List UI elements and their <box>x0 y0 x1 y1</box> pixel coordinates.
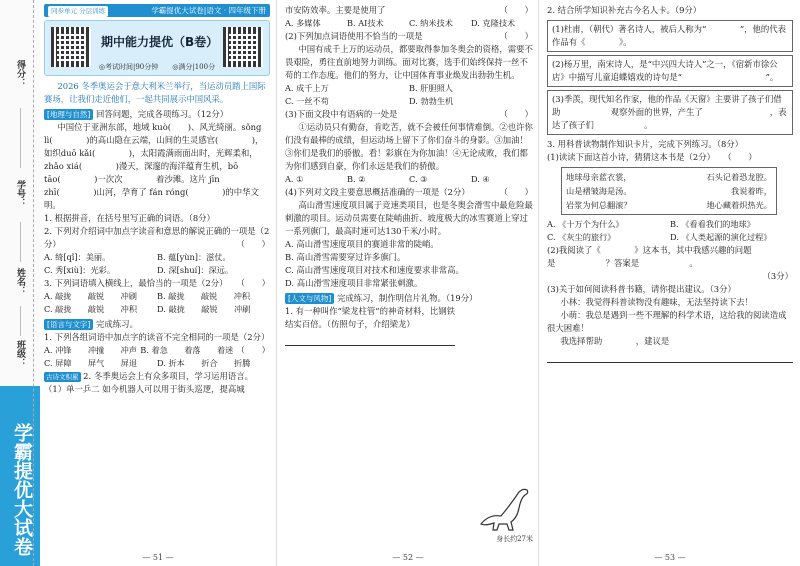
section-3-title: 完成练习，制作明信片礼物。（19分） <box>337 293 478 303</box>
question-2-3: (3)下面文段中有语病的一处是 （ ） <box>285 109 533 119</box>
qr-code-icon <box>51 27 91 67</box>
question-2-options-cd: C. 秀[xiù]：光彩。 D. 深[shuí]：深远。 <box>44 265 234 275</box>
question-5: 古诗文积累 2. 冬季奥运会上有众多项目，学习运用语言。 <box>46 371 253 381</box>
exam-banner <box>44 20 270 76</box>
question-2-2-options-ab: A. 成千上万 B. 肝胆照人 <box>285 83 453 93</box>
student-id-label: 学号： <box>15 180 25 207</box>
section-2 <box>44 318 270 331</box>
question-4-options-ab: A. 冲锋 冲撞 冲声 B. 着急 着落 着迷 <box>44 345 234 355</box>
header-series: 学霸提优大试卷|语文 · 四年级下册 <box>151 6 266 15</box>
name-label: 姓名： <box>15 268 25 295</box>
question-3: 3. 下列词语填入横线上，最恰当的一项是（2分） （ ） <box>44 278 270 288</box>
question-2-4-option-c: C. 高山滑雪速度项目对技术和速度要求非常高。 <box>285 265 464 275</box>
question-2-4-text: 高山滑雪速度项目属于竞速类项目，也是冬奥会滑雪中最危险最刺激的项目。运动员需要在陡峭曲折、坡度极大的冰雪赛道上穿过一系列旗门，最高时速可达130千米/小时。 <box>285 200 533 236</box>
help-prompt: 我选择帮助 ，建议是 <box>560 336 737 346</box>
question-2-4-option-b: B. 高山滑雪需要穿过许多旗门。 <box>285 252 406 262</box>
continued-options: A. 多媒体 B. AI技术 C. 纳米技术 D. 克隆技术 <box>285 18 516 28</box>
question-2-2: (2)下列加点词语使用不恰当的一项是 （ ） <box>285 31 533 41</box>
page-53 <box>538 0 800 566</box>
question-2-3-options: A. ① B. ② C. ③ D. ④ <box>285 174 490 184</box>
question-3-cards: 3. 用科普读物制作知识卡片，完成下列练习。（8分） <box>547 139 744 149</box>
page-51 <box>0 0 276 566</box>
question-3-2: (2)我阅读了《 》这本书，其中我感兴趣的问题是 ？答案是 。 <box>547 245 752 268</box>
question-2-4-option-d: D. 高山滑雪速度项目非常紧张刺激。 <box>285 278 423 288</box>
dinosaur-length-label: 身长约27米 <box>496 535 533 543</box>
question-2-3-text: ①运动员只有勤奋，肯吃苦，就不会被任何事情难倒。②也许你们没有最棒的成绩，但运动场上留下了你们奋斗的身影。③加油！③你们是我们的骄傲。看！彩旗在为你加油！④无论成败，我们都为你们感到自豪，你们永远是我们的骄傲。 <box>285 122 533 171</box>
poem-box: 地球母亲蓝衣裳， 石头记着恐龙腔。 山是褶皱海是汤。 我说着昨， 岩浆为何总翻滚？ 地心藏着炽热光。 <box>561 167 777 215</box>
xiaomeng-text: 小萌：我总是遇到一些不理解的科学术语，这给我的阅读造成很大困难！ <box>547 310 787 333</box>
page-51-content <box>44 4 270 396</box>
answer-line[interactable] <box>547 350 793 363</box>
question-5-badge: 古诗文积累 <box>46 373 79 381</box>
question-4-options-cd: C. 屏障 屏气 屏退 D. 折本 折合 折腾 <box>44 358 251 368</box>
question-3-options-cd: C. 敲拢 敲锐 冲积 D. 敲拢 敲锐 冲刷 <box>44 304 251 314</box>
answer-line[interactable] <box>285 333 455 346</box>
exam-meta: ◎考试时间|90分钟 ◎满分|100分 <box>98 63 216 71</box>
page-number: — 52 — <box>392 553 424 562</box>
passage: 中国位于亚洲东部，地域 kuò( )、风光绮丽。sǒng lì( )的高山隐在云端，山间的生灵感官( )，如织duō kǎi( )，太阳霞满雨面出时，光辉柔和，zhǎo xiá( )漫天，深邃的海洋蕴育生机，bō tāo( )一次次 着沙滩。这片 jīn zhī( )山河，孕育了 fán róng( )的中华文明。 <box>44 122 264 210</box>
name-card-2: (2)杨万里，南宋诗人，是“中兴四大诗人”之一，《宿新市徐公店》中描写儿童追蝶嬉戏的诗句是“ ”。 <box>547 55 793 87</box>
continued-text: 市安防效率。主要是使用了 （ ） <box>285 5 533 15</box>
page-header <box>44 4 270 17</box>
question-2-options-ab: A. 绮[qǐ]：美丽。 B. 蕴[yùn]：滋仗。 <box>44 252 231 262</box>
question-4: 1. 下列各组词语中加点字的读音不完全相同的一项是（2分） （ ） <box>44 332 270 355</box>
section-1 <box>44 108 270 121</box>
page-52 <box>276 0 539 566</box>
question-2-4-option-a: A. 高山滑雪速度项目的赛道非常的陡峭。 <box>285 239 439 249</box>
class-label: 班级： <box>15 340 25 367</box>
section-2-title: 完成练习。 <box>96 319 138 329</box>
section-1-box: [地理与自然] <box>44 109 93 120</box>
section-2-box: [语言与文字] <box>44 319 93 330</box>
question-2-2-text: 中国有成千上万的运动员，都要取得参加冬奥会的资格，需要不畏艰险，勇往直前地努力训练。面对比赛，选手们始终保持一丝不苟的工作态度。他们的努力，让中国体育事业焕发出勃勃生机。 <box>285 44 533 80</box>
xiaolin-text: 小林：我觉得科普读物没有趣味，无法坚持读下去！ <box>560 297 754 307</box>
cut-line <box>33 0 34 566</box>
qr-code-icon <box>223 27 263 67</box>
question-2-cards: 2. 结合所学知识补充古今名人卡。（9分） <box>547 5 702 15</box>
score-label: 得分： <box>15 60 25 87</box>
intro-text: 2026 冬季奥运会于意大利米兰举行，当运动员踏上国际赛场，让我们走近他们，一起共同展示中国风采。 <box>44 81 266 104</box>
binding-strip <box>0 0 40 566</box>
brand-bar <box>0 386 40 566</box>
question-2-4: (4)下列对文段主要意思概括准确的一项是（2分） （ ） <box>285 187 533 197</box>
question-2: 2. 下列对介绍词中加点字读音和意思的解说正确的一项是（2分） （ ） <box>44 226 270 249</box>
poem-options-ab: A. 《十万个为什么》 B. 《看看我们的地球》 <box>547 219 755 229</box>
question-2-2-options-cd: C. 一丝不苟 D. 勃勃生机 <box>285 96 454 106</box>
question-3-1-stem: (1)读读下面这首小诗，猜猜这本书是（2分） （ ） <box>547 152 757 162</box>
question-3-1: 1. 有一种叫作“梁龙柱管”的神奇材料，比钢铁结实百倍。（仿照句子，介绍梁龙） <box>285 306 455 329</box>
question-5-sub: （1）单一乒二 如今机器人可以用于街头巡逻，提高城 <box>44 384 245 394</box>
page-number: — 51 — <box>142 553 174 562</box>
question-3-3: (3)关于如何阅读科普书籍，请你提出建议。（3分） <box>547 284 736 294</box>
section-3 <box>285 292 533 305</box>
section-1-title: 回答问题，完成各项练习。（12分） <box>96 109 229 119</box>
name-card-3: (3)季羡，现代知名作家，他的作品《天窗》主要讲了孩子们借助 观察外面的世界，产生了 ，表达了孩子们 。 <box>547 90 793 135</box>
question-3-2-score: （3分） <box>762 271 793 281</box>
section-3-box: [人文与风物] <box>285 293 334 304</box>
poem-options-cd: C. 《灰尘的旅行》 D. 《人类起源的演化过程》 <box>547 232 772 242</box>
question-1: 1. 根据拼音，在括号里写正确的词语。（8分） <box>44 213 215 223</box>
exam-title: 期中能力提优（B卷） <box>101 35 219 49</box>
name-card-1: (1)杜甫，（朝代）著名诗人，被后人称为“ ”，他的代表作品有《 》。 <box>547 20 793 52</box>
page-number: — 53 — <box>654 553 686 562</box>
header-tag: 同步单元 分层训练 <box>48 6 108 18</box>
dinosaur-icon <box>475 484 535 536</box>
brand-text: 学霸提优大试卷 <box>11 423 33 556</box>
question-3-options-ab: A. 敲拢 敲锐 冲刷 B. 敲拢 敲锐 冲积 <box>44 291 251 301</box>
